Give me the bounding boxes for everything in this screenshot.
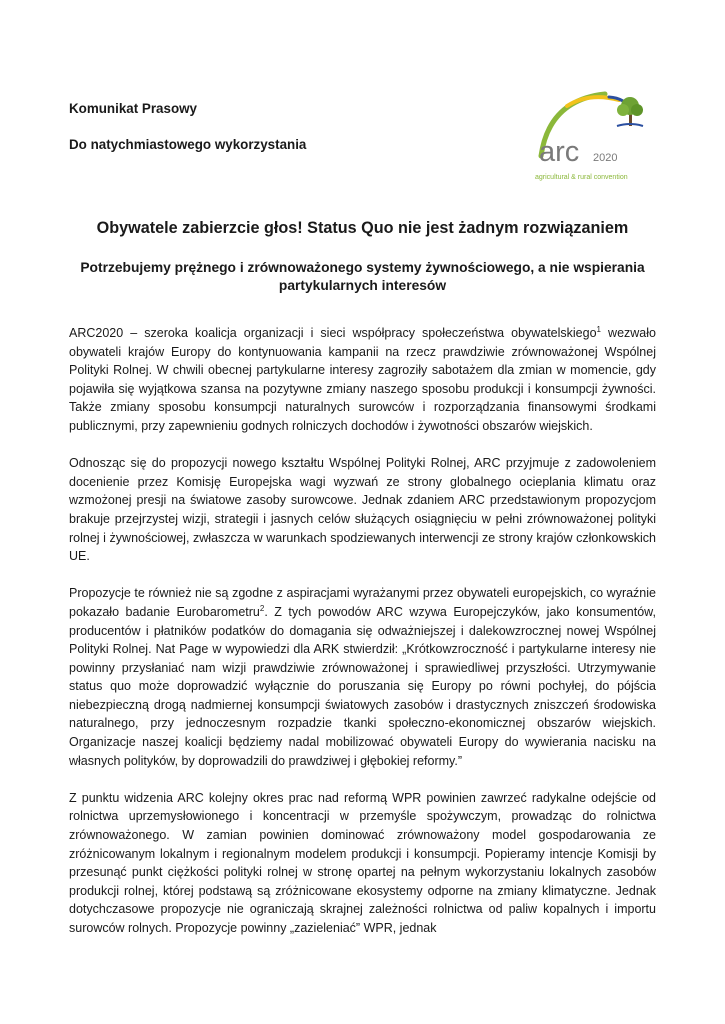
footnote-ref-1[interactable]: 1 xyxy=(596,324,601,334)
paragraph-3-text-a: Propozycje te również nie są zgodne z aspiracjami wyrażanymi przez obywateli europejskich, co wyraźnie pokazało badanie Eurobarometru xyxy=(69,586,656,619)
logo-year: 2020 xyxy=(593,152,618,164)
paragraph-1 xyxy=(69,324,656,436)
headline: Obywatele zabierzcie głos! Status Quo nie jest żadnym rozwiązaniem xyxy=(96,219,629,237)
paragraph-3 xyxy=(69,584,656,770)
paragraph-2: Odnosząc się do propozycji nowego kształtu Wspólnej Polityki Rolnej, ARC przyjmuje z zadowoleniem docenienie przez Komisję Europejska wagi wyzwań ze strony globalnego ocieplania klimatu oraz wzmożonej presji na światowe zasoby surowcowe. Jednak zdaniem ARC przedstawionym propozycjom brakuje przejrzystej wizji, strategii i jasnych celów służących osiągnięciu w pełni zrównoważonej polityki rolnej i żywnościowej, zwłaszcza w warunkach spodziewanych interwencji ze strony krajów członkowskich UE. xyxy=(69,456,656,564)
press-release-label: Komunikat Prasowy xyxy=(69,101,197,116)
logo-tagline: agricultural & rural convention xyxy=(535,174,628,181)
paragraph-1-text-b: wezwało obywateli krajów Europy do kontynuowania kampanii na rzecz prawdziwie zrównoważonej Wspólnej Polityki Rolnej. W chwili obecnej partykularne interesy zagroziły sabotażem dla zmian w momencie, gdy pojawiła się wyjątkowa szansa na pozytywne zmiany naszego sposobu produkcji i konsumpcji żywności. Także zmiany sposobu konsumpcji naturalnych surowców i rozporządzania finansowymi środkami publicznymi, przy zapewnieniu godnych rolniczych dochodów i żywotności obszarów wiejskich. xyxy=(69,326,656,433)
subheadline: Potrzebujemy prężnego i zrównoważonego systemy żywnościowego, a nie wspierania partykularnych interesów xyxy=(80,260,645,293)
article-body xyxy=(69,324,656,956)
arc2020-logo xyxy=(527,86,657,184)
paragraph-1-text-a: ARC2020 – szeroka koalicja organizacji i sieci współpracy społeczeństwa obywatelskiego xyxy=(69,326,597,340)
logo-wordmark: arc xyxy=(539,136,580,168)
footnote-ref-2[interactable]: 2 xyxy=(259,603,265,613)
immediate-release-label: Do natychmiastowego wykorzystania xyxy=(69,137,307,152)
paragraph-4: Z punktu widzenia ARC kolejny okres prac nad reformą WPR powinien zawrzeć radykalne odejście od rolnictwa uprzemysłowionego i koncentracji w przemyśle spożywczym, prowadząc do rolnictwa zrównoważonego. W zamian powinien dominować zrównoważony model gospodarowania ze zróżnicowanym lokalnym i regionalnym modelem produkcji i konsumpcji. Popieramy intencje Komisji by przesunąć punkt ciężkości polityki rolnej w stronę opartej na pełnym wykorzystaniu lokalnych zasobów produkcji rolnej, której podstawą są zróżnicowane ekosystemy odporne na zmiany klimatyczne. Jednak dotychczasowe propozycje nie ograniczają skrajnej zależności rolnictwa od paliw kopalnych i importu surowców rolnych. Propozycje powinny „zazieleniać” WPR, jednak xyxy=(69,790,656,935)
paragraph-3-text-b: . Z tych powodów ARC wzywa Europejczyków, jako konsumentów, producentów i płatników podatków do domagania się odważniejszej i dalekowzrocznej nowej Wspólnej Polityki Rolnej. Nat Page w wypowiedzi dla ARK stwierdził: „Krótkowzroczność i partykularne interesy nie powinny przysłaniać nam wizji prawdziwie zrównoważonej i sprawiedliwej przyszłości. Utrzymywanie status quo może doprowadzić wyłącznie do poruszania się Europy po równi pochyłej, do pójścia niebezpieczną drogą nadmiernej konsumpcji światowych zasobów i drastycznych zniszczeń środowiska naturalnego, przy jednoczesnym rozpadzie tkanki społeczno-ekonomicznej obszarów wiejskich. Organizacje naszej koalicji będziemy nadal mobilizować obywateli Europy do wywierania nacisku na własnych polityków, by doprowadzili do prawdziwej i głębokiej reformy.” xyxy=(69,604,656,768)
